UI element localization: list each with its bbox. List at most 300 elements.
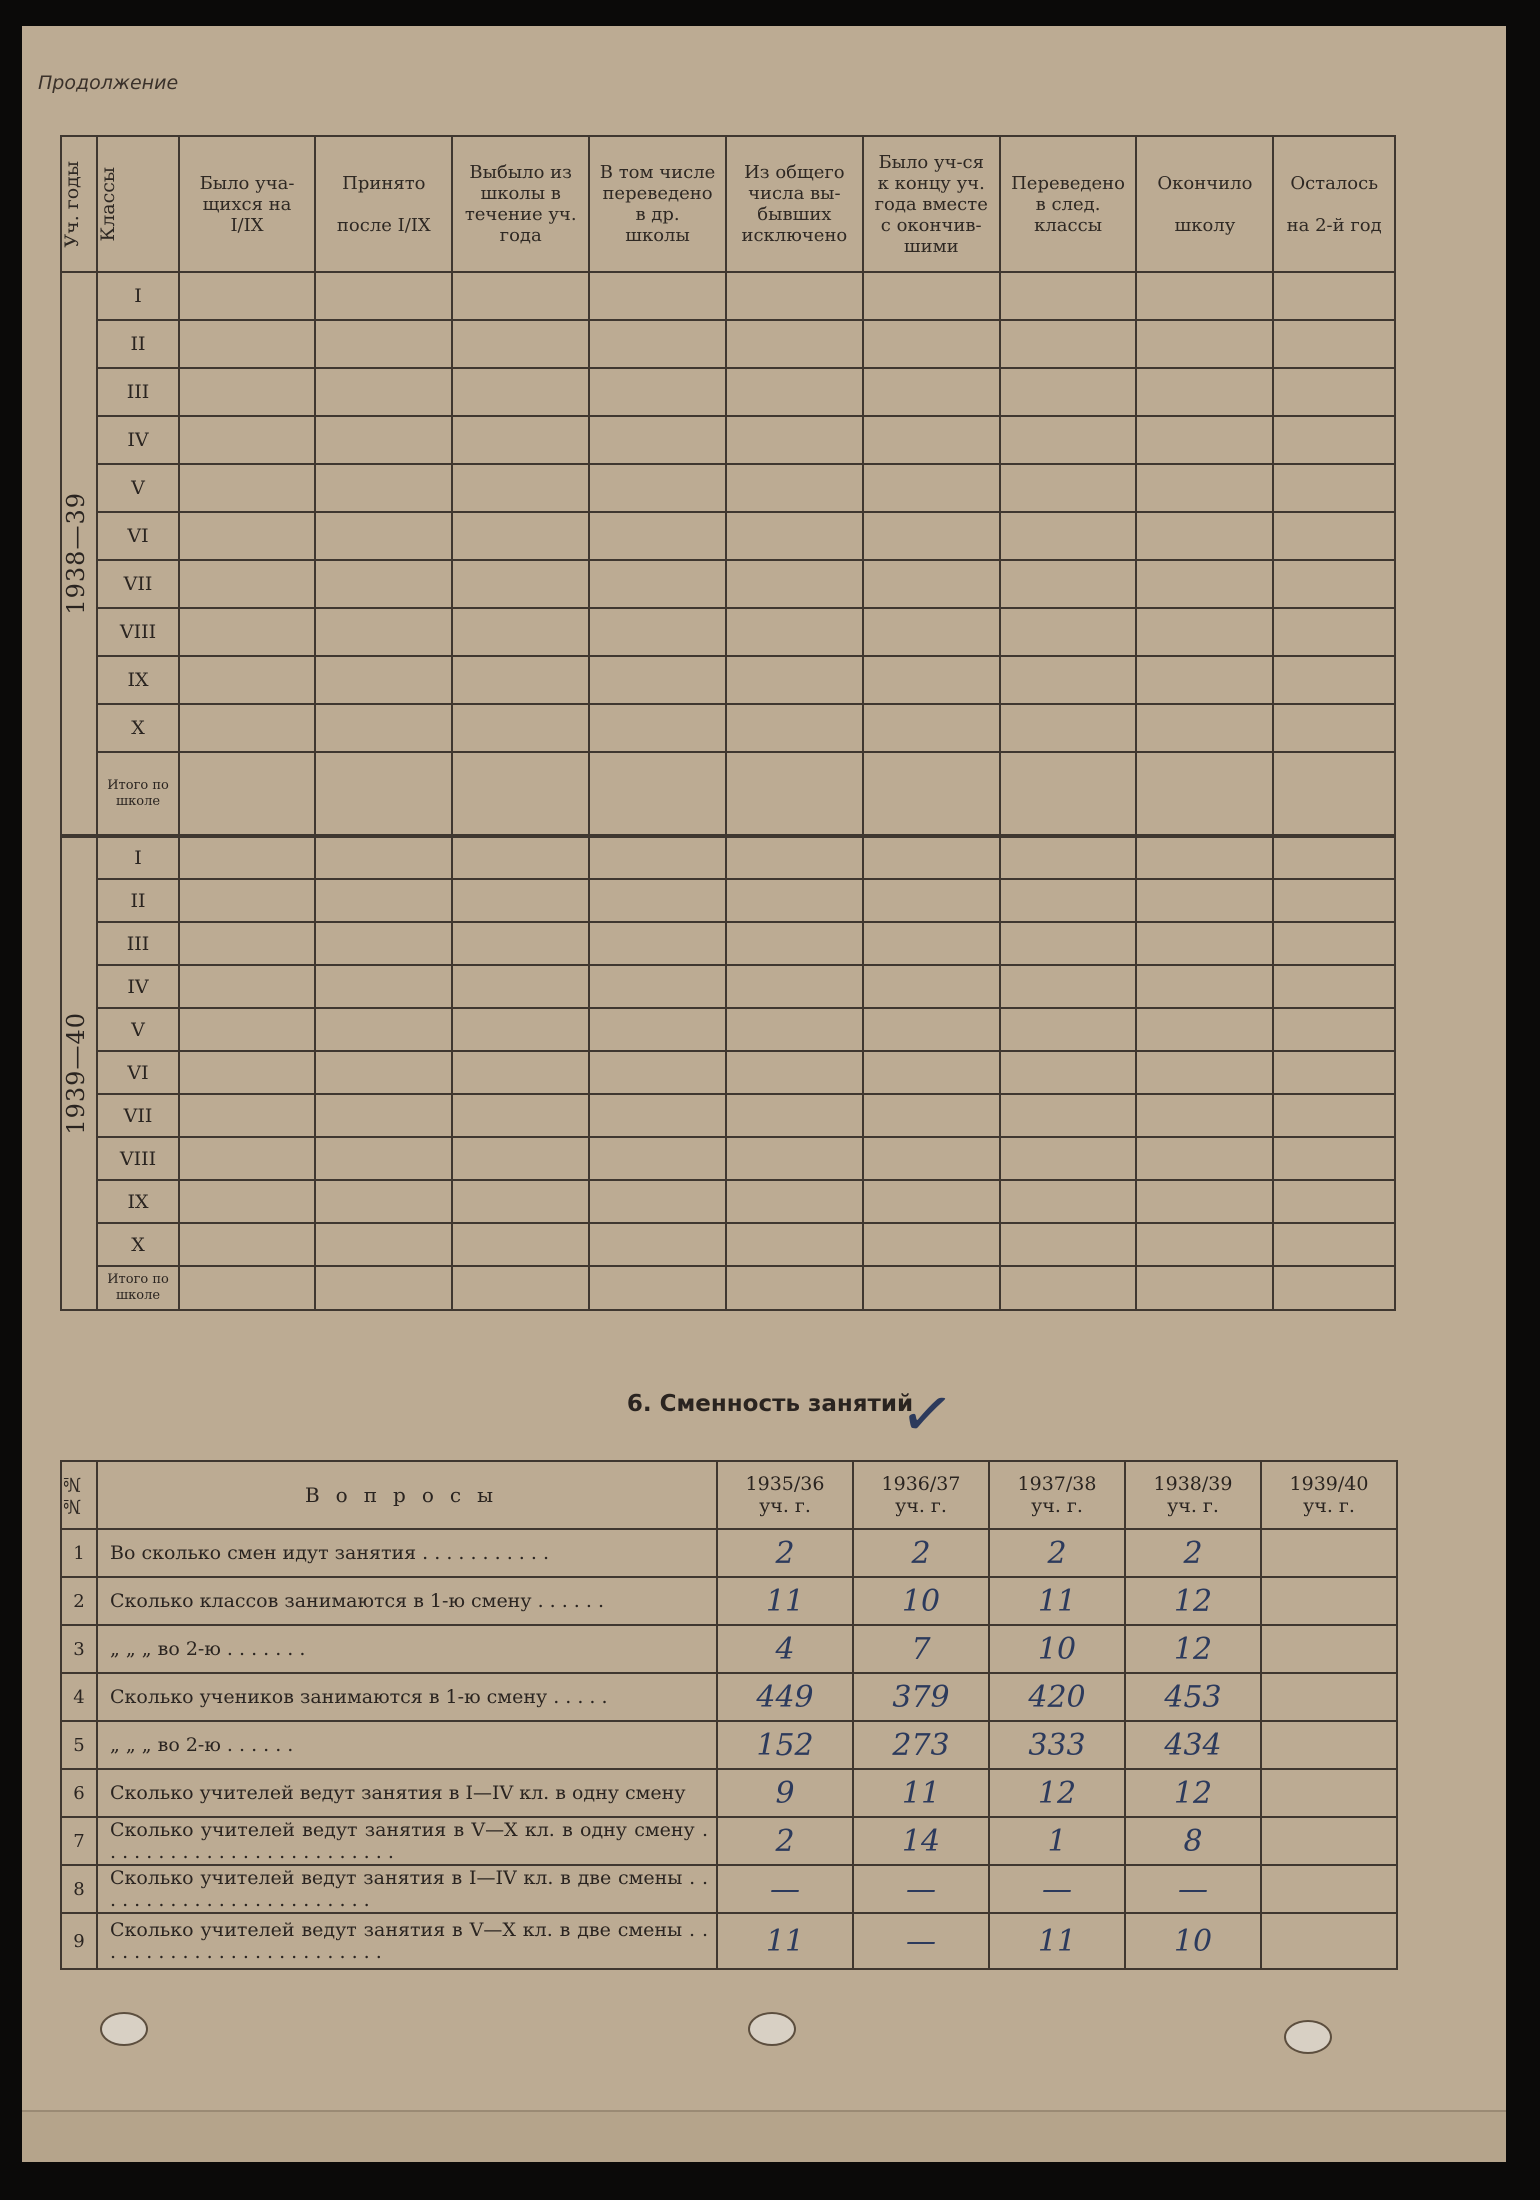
answer-cell: 11: [717, 1577, 853, 1625]
data-cell: [179, 1180, 316, 1223]
data-cell: [315, 272, 452, 320]
col-header-graduated: Окончило школу: [1136, 136, 1273, 272]
data-cell: [1273, 1223, 1395, 1266]
data-cell: [1273, 368, 1395, 416]
data-cell: [589, 1137, 726, 1180]
answer-cell: 14: [853, 1817, 989, 1865]
question-text: Сколько учителей ведут занятия в V—X кл. в две смены . . . . . . . . . . . . . . . . . . . . . . . . .: [97, 1913, 717, 1969]
data-cell: [863, 1137, 1000, 1180]
data-cell: [179, 512, 316, 560]
answer-cell: 273: [853, 1721, 989, 1769]
class-label: X: [97, 1223, 178, 1266]
data-cell: [1000, 1223, 1137, 1266]
total-cell: [726, 752, 863, 836]
data-cell: [863, 879, 1000, 922]
data-cell: [1136, 922, 1273, 965]
data-cell: [1273, 320, 1395, 368]
data-cell: [1000, 608, 1137, 656]
data-cell: [589, 560, 726, 608]
answer-cell: 10: [1125, 1913, 1261, 1969]
question-number: 8: [61, 1865, 97, 1913]
data-cell: [726, 656, 863, 704]
answer-cell: 11: [989, 1913, 1125, 1969]
data-cell: [726, 1180, 863, 1223]
data-cell: [1000, 512, 1137, 560]
data-cell: [1136, 704, 1273, 752]
question-row: [61, 1913, 1397, 1969]
data-cell: [179, 656, 316, 704]
data-cell: [1136, 1223, 1273, 1266]
class-label: VI: [97, 1051, 178, 1094]
data-cell: [726, 1008, 863, 1051]
total-cell: [179, 1266, 316, 1310]
data-cell: [589, 320, 726, 368]
page-edge-strip: [22, 2110, 1506, 2162]
table-row: [61, 656, 1395, 704]
data-cell: [1136, 416, 1273, 464]
data-cell: [452, 656, 589, 704]
col-header-admitted: Принято после I/IX: [315, 136, 452, 272]
col-header-number: №№: [61, 1461, 97, 1529]
data-cell: [1000, 922, 1137, 965]
answer-cell: 1: [989, 1817, 1125, 1865]
answer-cell: 449: [717, 1673, 853, 1721]
data-cell: [726, 416, 863, 464]
table-row: [61, 416, 1395, 464]
data-cell: [726, 1223, 863, 1266]
class-label: III: [97, 922, 178, 965]
data-cell: [1273, 879, 1395, 922]
col-header-promoted: Переведено в след. классы: [1000, 136, 1137, 272]
data-cell: [1000, 1180, 1137, 1223]
punch-hole: [748, 2012, 796, 2046]
data-cell: [726, 368, 863, 416]
data-cell: [179, 1051, 316, 1094]
data-cell: [863, 560, 1000, 608]
handwritten-checkmark: ✓: [895, 1374, 959, 1456]
question-number: 1: [61, 1529, 97, 1577]
data-cell: [1136, 1008, 1273, 1051]
data-cell: [1136, 608, 1273, 656]
answer-cell: 2: [717, 1817, 853, 1865]
question-number: 3: [61, 1625, 97, 1673]
data-cell: [1000, 368, 1137, 416]
data-cell: [452, 1223, 589, 1266]
answer-cell: 2: [717, 1529, 853, 1577]
data-cell: [179, 1094, 316, 1137]
total-cell: [179, 752, 316, 836]
class-label: I: [97, 272, 178, 320]
table-row: [61, 320, 1395, 368]
data-cell: [1273, 836, 1395, 879]
total-cell: [1000, 1266, 1137, 1310]
continuation-label: Продолжение: [38, 72, 179, 94]
table-row: [61, 704, 1395, 752]
class-label: VIII: [97, 608, 178, 656]
data-cell: [726, 1051, 863, 1094]
table-row: [61, 1051, 1395, 1094]
enrollment-table: [60, 135, 1396, 1311]
data-cell: [726, 1137, 863, 1180]
total-cell: [863, 1266, 1000, 1310]
total-label: Итого по школе: [97, 1266, 178, 1310]
data-cell: [179, 836, 316, 879]
question-number: 2: [61, 1577, 97, 1625]
answer-cell: 12: [1125, 1625, 1261, 1673]
total-cell: [1136, 1266, 1273, 1310]
data-cell: [726, 836, 863, 879]
answer-cell: 11: [989, 1577, 1125, 1625]
data-cell: [315, 560, 452, 608]
answer-cell: 12: [1125, 1577, 1261, 1625]
total-cell: [589, 752, 726, 836]
answer-cell: [1261, 1817, 1397, 1865]
table-row: [61, 1223, 1395, 1266]
data-cell: [315, 512, 452, 560]
answer-cell: 420: [989, 1673, 1125, 1721]
data-cell: [589, 704, 726, 752]
total-cell: [589, 1266, 726, 1310]
data-cell: [452, 512, 589, 560]
data-cell: [1273, 560, 1395, 608]
col-header-1939: 1939/40 уч. г.: [1261, 1461, 1397, 1529]
table-row: [61, 560, 1395, 608]
data-cell: [452, 1180, 589, 1223]
answer-cell: 10: [989, 1625, 1125, 1673]
data-cell: [315, 608, 452, 656]
answer-cell: 379: [853, 1673, 989, 1721]
data-cell: [863, 512, 1000, 560]
answer-cell: —: [1125, 1865, 1261, 1913]
answer-cell: 2: [989, 1529, 1125, 1577]
data-cell: [1000, 1137, 1137, 1180]
answer-cell: —: [717, 1865, 853, 1913]
class-label: III: [97, 368, 178, 416]
data-cell: [1136, 512, 1273, 560]
data-cell: [1273, 1137, 1395, 1180]
total-label: Итого по школе: [97, 752, 178, 836]
col-header-1935: 1935/36 уч. г.: [717, 1461, 853, 1529]
total-cell: [315, 1266, 452, 1310]
data-cell: [179, 922, 316, 965]
school-year-label: 1939—40: [61, 836, 97, 1310]
class-label: VII: [97, 1094, 178, 1137]
data-cell: [726, 464, 863, 512]
data-cell: [1000, 560, 1137, 608]
answer-cell: [1261, 1673, 1397, 1721]
shift-header-row: [61, 1461, 1397, 1529]
data-cell: [1136, 836, 1273, 879]
answer-cell: 12: [1125, 1769, 1261, 1817]
data-cell: [1136, 1180, 1273, 1223]
col-header-1938: 1938/39 уч. г.: [1125, 1461, 1261, 1529]
data-cell: [452, 922, 589, 965]
data-cell: [726, 1094, 863, 1137]
answer-cell: [1261, 1625, 1397, 1673]
data-cell: [863, 836, 1000, 879]
answer-cell: [1261, 1529, 1397, 1577]
data-cell: [589, 416, 726, 464]
data-cell: [179, 320, 316, 368]
answer-cell: 7: [853, 1625, 989, 1673]
data-cell: [863, 1223, 1000, 1266]
class-label: II: [97, 320, 178, 368]
data-cell: [179, 1137, 316, 1180]
data-cell: [589, 879, 726, 922]
answer-cell: —: [853, 1913, 989, 1969]
data-cell: [315, 368, 452, 416]
data-cell: [863, 1094, 1000, 1137]
data-cell: [1136, 320, 1273, 368]
table-row: [61, 608, 1395, 656]
table-row: [61, 368, 1395, 416]
data-cell: [1000, 704, 1137, 752]
data-cell: [315, 1051, 452, 1094]
col-header-dropped: Выбыло из школы в течение уч. года: [452, 136, 589, 272]
data-cell: [589, 272, 726, 320]
data-cell: [589, 464, 726, 512]
data-cell: [452, 320, 589, 368]
answer-cell: [1261, 1721, 1397, 1769]
data-cell: [452, 1094, 589, 1137]
question-row: [61, 1817, 1397, 1865]
data-cell: [452, 704, 589, 752]
data-cell: [452, 368, 589, 416]
col-header-1936: 1936/37 уч. г.: [853, 1461, 989, 1529]
data-cell: [452, 965, 589, 1008]
table-header-row: [61, 136, 1395, 272]
answer-cell: 11: [853, 1769, 989, 1817]
data-cell: [315, 464, 452, 512]
data-cell: [179, 965, 316, 1008]
data-cell: [1273, 608, 1395, 656]
answer-cell: 333: [989, 1721, 1125, 1769]
question-row: [61, 1769, 1397, 1817]
data-cell: [1000, 1008, 1137, 1051]
data-cell: [315, 1137, 452, 1180]
data-cell: [863, 1008, 1000, 1051]
question-number: 5: [61, 1721, 97, 1769]
data-cell: [1136, 464, 1273, 512]
total-cell: [1136, 752, 1273, 836]
data-cell: [179, 608, 316, 656]
data-cell: [1000, 879, 1137, 922]
data-cell: [452, 464, 589, 512]
col-header-questions: Вопросы: [97, 1461, 717, 1529]
data-cell: [315, 1180, 452, 1223]
class-label: IV: [97, 416, 178, 464]
data-cell: [863, 965, 1000, 1008]
table-row: [61, 1008, 1395, 1051]
answer-cell: 453: [1125, 1673, 1261, 1721]
table-row: [61, 836, 1395, 879]
school-year-label: 1938—39: [61, 272, 97, 836]
data-cell: [726, 560, 863, 608]
class-label: IV: [97, 965, 178, 1008]
punch-hole: [100, 2012, 148, 2046]
data-cell: [1000, 836, 1137, 879]
data-cell: [1000, 1094, 1137, 1137]
data-cell: [863, 320, 1000, 368]
col-header-classes: Классы: [97, 136, 178, 272]
data-cell: [1273, 1008, 1395, 1051]
total-row: [61, 1266, 1395, 1310]
question-row: [61, 1865, 1397, 1913]
data-cell: [452, 1137, 589, 1180]
data-cell: [589, 1180, 726, 1223]
data-cell: [863, 368, 1000, 416]
question-row: [61, 1721, 1397, 1769]
class-label: VIII: [97, 1137, 178, 1180]
data-cell: [726, 272, 863, 320]
col-header-retained: Осталось на 2-й год: [1273, 136, 1395, 272]
table-row: [61, 464, 1395, 512]
col-header-end-count: Было уч-ся к концу уч. года вместе с окончив- шими: [863, 136, 1000, 272]
question-text: Сколько учителей ведут занятия в V—X кл. в одну смену . . . . . . . . . . . . . . . . . . . . . . . . .: [97, 1817, 717, 1865]
data-cell: [863, 1180, 1000, 1223]
col-header-year: Уч. годы: [61, 136, 97, 272]
data-cell: [1136, 1051, 1273, 1094]
answer-cell: —: [853, 1865, 989, 1913]
data-cell: [315, 965, 452, 1008]
data-cell: [1136, 879, 1273, 922]
data-cell: [315, 879, 452, 922]
col-header-expelled: Из общего числа вы- бывших исключено: [726, 136, 863, 272]
data-cell: [452, 1008, 589, 1051]
data-cell: [179, 416, 316, 464]
data-cell: [179, 368, 316, 416]
data-cell: [589, 922, 726, 965]
question-number: 6: [61, 1769, 97, 1817]
data-cell: [1273, 1094, 1395, 1137]
table-row: [61, 272, 1395, 320]
col-header-enrolled: Было уча- щихся на I/IX: [179, 136, 316, 272]
data-cell: [1273, 416, 1395, 464]
data-cell: [1273, 512, 1395, 560]
total-cell: [1000, 752, 1137, 836]
data-cell: [315, 704, 452, 752]
data-cell: [863, 464, 1000, 512]
answer-cell: [1261, 1865, 1397, 1913]
answer-cell: 2: [1125, 1529, 1261, 1577]
data-cell: [863, 416, 1000, 464]
total-cell: [726, 1266, 863, 1310]
data-cell: [315, 922, 452, 965]
data-cell: [315, 416, 452, 464]
answer-cell: [1261, 1769, 1397, 1817]
data-cell: [315, 656, 452, 704]
data-cell: [1273, 1180, 1395, 1223]
data-cell: [179, 1008, 316, 1051]
table-row: [61, 965, 1395, 1008]
data-cell: [179, 704, 316, 752]
data-cell: [1136, 965, 1273, 1008]
question-row: [61, 1529, 1397, 1577]
table-row: [61, 1137, 1395, 1180]
col-header-1937: 1937/38 уч. г.: [989, 1461, 1125, 1529]
data-cell: [589, 656, 726, 704]
data-cell: [1000, 464, 1137, 512]
question-row: [61, 1625, 1397, 1673]
data-cell: [1000, 416, 1137, 464]
data-cell: [589, 1223, 726, 1266]
class-label: VI: [97, 512, 178, 560]
answer-cell: [1261, 1913, 1397, 1969]
question-number: 7: [61, 1817, 97, 1865]
data-cell: [1273, 1051, 1395, 1094]
question-row: [61, 1577, 1397, 1625]
class-label: VII: [97, 560, 178, 608]
data-cell: [179, 1223, 316, 1266]
class-label: IX: [97, 656, 178, 704]
data-cell: [726, 922, 863, 965]
data-cell: [315, 1008, 452, 1051]
table-row: [61, 1180, 1395, 1223]
data-cell: [1136, 272, 1273, 320]
question-number: 4: [61, 1673, 97, 1721]
answer-cell: 8: [1125, 1817, 1261, 1865]
question-text: Сколько учеников занимаются в 1-ю смену . . . . .: [97, 1673, 717, 1721]
data-cell: [315, 1094, 452, 1137]
data-cell: [589, 836, 726, 879]
question-text: Во сколько смен идут занятия . . . . . . . . . . .: [97, 1529, 717, 1577]
class-label: V: [97, 1008, 178, 1051]
total-cell: [1273, 1266, 1395, 1310]
data-cell: [589, 608, 726, 656]
data-cell: [726, 512, 863, 560]
data-cell: [589, 512, 726, 560]
answer-cell: 11: [717, 1913, 853, 1969]
question-row: [61, 1673, 1397, 1721]
shift-table: [60, 1460, 1398, 1970]
data-cell: [179, 272, 316, 320]
table-row: [61, 922, 1395, 965]
answer-cell: 12: [989, 1769, 1125, 1817]
data-cell: [452, 879, 589, 922]
data-cell: [179, 560, 316, 608]
data-cell: [1273, 656, 1395, 704]
punch-hole: [1284, 2020, 1332, 2054]
data-cell: [1000, 1051, 1137, 1094]
answer-cell: 434: [1125, 1721, 1261, 1769]
table-row: [61, 512, 1395, 560]
data-cell: [589, 1094, 726, 1137]
data-cell: [589, 965, 726, 1008]
table-row: [61, 1094, 1395, 1137]
data-cell: [1136, 368, 1273, 416]
data-cell: [1273, 922, 1395, 965]
question-number: 9: [61, 1913, 97, 1969]
answer-cell: [1261, 1577, 1397, 1625]
data-cell: [1273, 464, 1395, 512]
total-cell: [452, 1266, 589, 1310]
total-cell: [863, 752, 1000, 836]
data-cell: [726, 608, 863, 656]
col-header-transferred: В том числе переведено в др. школы: [589, 136, 726, 272]
data-cell: [315, 320, 452, 368]
data-cell: [315, 836, 452, 879]
total-cell: [1273, 752, 1395, 836]
data-cell: [1136, 1094, 1273, 1137]
data-cell: [726, 320, 863, 368]
answer-cell: 10: [853, 1577, 989, 1625]
data-cell: [863, 608, 1000, 656]
data-cell: [589, 1008, 726, 1051]
answer-cell: 152: [717, 1721, 853, 1769]
question-text: „ „ „ во 2-ю . . . . . .: [97, 1721, 717, 1769]
data-cell: [452, 1051, 589, 1094]
data-cell: [1000, 656, 1137, 704]
